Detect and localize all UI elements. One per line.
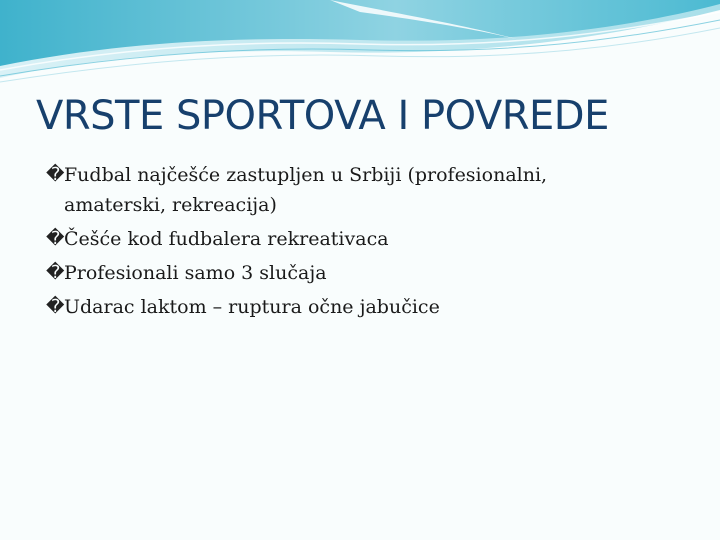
bullet-list: [46, 158, 686, 324]
bullet-text: Fudbal najčešće zastupljen u Srbiji (profesionalni,: [64, 164, 548, 186]
decorative-wave-header: [0, 0, 720, 90]
bullet-text: Češće kod fudbalera rekreativaca: [64, 228, 389, 250]
bullet-text: Udarac laktom – ruptura očne jabučice: [64, 296, 440, 318]
bullet-icon: �: [46, 164, 65, 185]
slide-title: VRSTE SPORTOVA I POVREDE: [36, 93, 609, 139]
bullet-item: [46, 222, 686, 256]
bullet-item: [46, 290, 686, 324]
bullet-text-continuation: amaterski, rekreacija): [64, 194, 277, 216]
bullet-text: Profesionali samo 3 slučaja: [64, 262, 327, 284]
bullet-item: [46, 256, 686, 290]
bullet-item: [46, 158, 686, 222]
bullet-icon: �: [46, 262, 65, 283]
bullet-icon: �: [46, 296, 65, 317]
bullet-icon: �: [46, 228, 65, 249]
